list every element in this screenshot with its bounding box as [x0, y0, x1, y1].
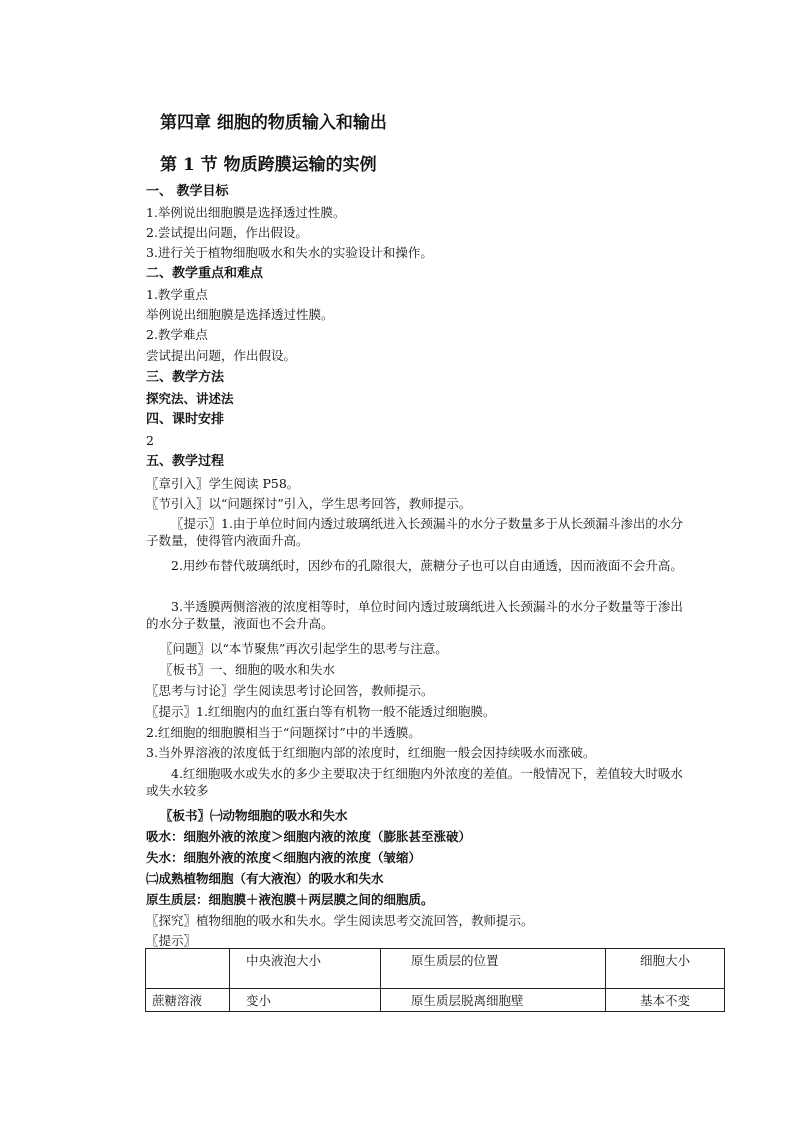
process-paragraph: 〖提示〗 — [146, 933, 197, 948]
key-text: 举例说出细胞膜是选择透过性膜。 — [146, 307, 334, 322]
heading-periods: 四、课时安排 — [146, 412, 225, 427]
plant-cell-heading: ㈡成熟植物细胞（有大液泡）的吸水和失水 — [146, 871, 384, 886]
process-paragraph: 2.红细胞的细胞膜相当于“问题探讨”中的半透膜。 — [146, 725, 421, 740]
process-paragraph: 2.用纱布替代玻璃纸时，因纱布的孔隙很大，蔗糖分子也可以自由通透，因而液面不会升高。 — [171, 558, 683, 573]
key-label: 1.教学重点 — [146, 287, 208, 302]
goal-item: 1.举例说出细胞膜是选择透过性膜。 — [146, 205, 346, 220]
board-heading: 〖板书〗㈠动物细胞的吸水和失水 — [160, 808, 348, 823]
table-header-cell: 细胞大小 — [606, 949, 725, 989]
difficulty-text: 尝试提出问题，作出假设。 — [146, 348, 297, 363]
table-header-cell: 原生质层的位置 — [381, 949, 606, 989]
heading-process: 五、教学过程 — [146, 454, 225, 469]
methods-text: 探究法、讲述法 — [146, 391, 234, 406]
board-heading: 〖板书〗一、细胞的吸水和失水 — [160, 662, 336, 677]
process-paragraph: 〖章引入〗学生阅读 P58。 — [146, 476, 300, 491]
process-paragraph: 〖提示〗1.红细胞内的血红蛋白等有机物一般不能透过细胞膜。 — [146, 704, 496, 719]
heading-methods: 三、教学方法 — [146, 370, 225, 385]
table-cell: 原生质层脱离细胞壁 — [381, 989, 606, 1012]
process-paragraph: 4.红细胞吸水或失水的多少主要取决于红细胞内外浓度的差值。一般情况下，差值较大时吸水或失水较多 — [146, 766, 683, 798]
goal-item: 2.尝试提出问题，作出假设。 — [146, 225, 308, 240]
process-paragraph: 3.当外界溶液的浓度低于红细胞内部的浓度时，红细胞一般会因持续吸水而涨破。 — [146, 745, 596, 760]
table-header-cell — [146, 949, 230, 989]
table-header-cell: 中央液泡大小 — [230, 949, 381, 989]
table-row — [146, 989, 725, 1012]
table-cell: 基本不变 — [606, 989, 725, 1012]
process-paragraph: 〖探究〗植物细胞的吸水和失水。学生阅读思考交流回答，教师提示。 — [146, 913, 534, 928]
section-title: 第 1 节 物质跨膜运输的实例 — [160, 155, 377, 175]
heading-goals: 一、 教学目标 — [146, 184, 229, 199]
chapter-title: 第四章 细胞的物质输入和输出 — [160, 113, 387, 133]
table-cell: 变小 — [230, 989, 381, 1012]
process-paragraph: 〖思考与讨论〗学生阅读思考讨论回答，教师提示。 — [146, 683, 434, 698]
difficulty-label: 2.教学难点 — [146, 327, 208, 342]
table-cell: 蔗糖溶液 — [146, 989, 230, 1012]
process-paragraph: 3.半透膜两侧溶液的浓度相等时，单位时间内透过玻璃纸进入长颈漏斗的水分子数量等于渗出的水分子数量，液面也不会升高。 — [146, 599, 683, 631]
heading-key-points: 二、教学重点和难点 — [146, 266, 264, 281]
lose-text: 失水：细胞外液的浓度＜细胞内液的浓度（皱缩） — [146, 850, 422, 865]
periods-text: 2 — [146, 433, 154, 448]
table-header-row — [146, 949, 725, 989]
protoplast-layer-text: 原生质层：细胞膜＋液泡膜＋两层膜之间的细胞质。 — [146, 892, 434, 907]
process-paragraph: 〖节引入〗以“问题探讨”引入，学生思考回答，教师提示。 — [146, 496, 472, 511]
process-paragraph: 〖问题〗以“本节聚焦”再次引起学生的思考与注意。 — [160, 641, 448, 656]
goal-item: 3.进行关于植物细胞吸水和失水的实验设计和操作。 — [146, 245, 433, 260]
absorb-text: 吸水：细胞外液的浓度＞细胞内液的浓度（膨胀甚至涨破） — [146, 829, 472, 844]
plant-cell-table — [145, 948, 725, 1012]
process-paragraph: 〖提示〗1.由于单位时间内透过玻璃纸进入长颈漏斗的水分子数量多于从长颈漏斗渗出的水分子数量，使得管内液面升高。 — [146, 516, 683, 548]
